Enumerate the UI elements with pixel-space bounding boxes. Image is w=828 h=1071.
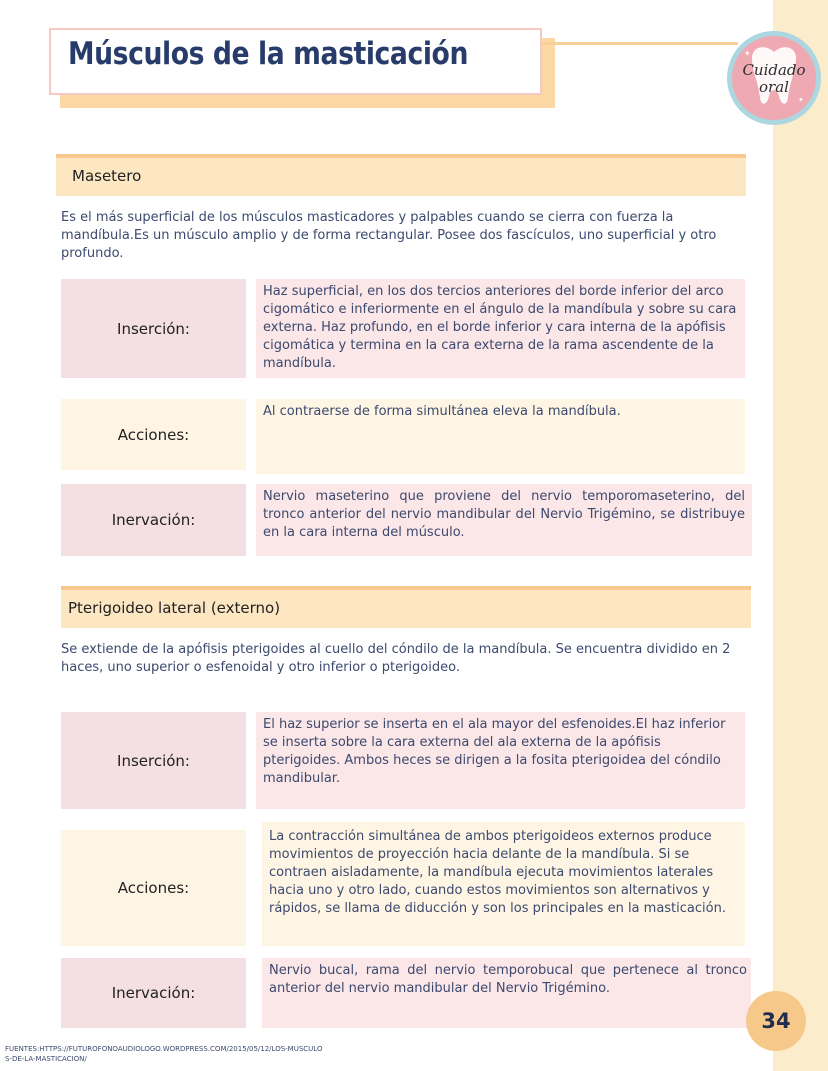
row-content-insercion: El haz superior se inserta en el ala mayor del esfenoides.El haz inferior se inserta sobre la cara externa del ala externa de la apófisis pterigoides. Ambos heces se dirigen a la fosita pterigoidea del cóndilo mandibular.	[256, 712, 745, 809]
svg-text:✦: ✦	[798, 96, 804, 104]
source-footer: FUENTES:HTTPS://FUTUROFONOAUDIOLOGO.WORDPRESS.COM/2015/05/12/LOS-MUSCULOS-DE-LA-MASTICACION/	[5, 1045, 323, 1063]
side-strip	[773, 0, 828, 1071]
logo-text-line2: oral	[759, 78, 789, 96]
row-label-inervacion: Inervación:	[61, 484, 246, 556]
row-label-insercion: Inserción:	[61, 279, 246, 378]
title-box	[49, 28, 542, 95]
row-label-inervacion: Inervación:	[61, 958, 246, 1028]
row-content-acciones: Al contraerse de forma simultánea eleva la mandíbula.	[256, 399, 745, 474]
section-heading-text: Pterigoideo lateral (externo)	[68, 599, 281, 617]
section-description: Se extiende de la apófisis pterigoides al cuello del cóndilo de la mandíbula. Se encuentra dividido en 2 haces, uno superior o esfenoidal y otro inferior o pterigoideo.	[61, 642, 731, 675]
page-title: Músculos de la masticación	[68, 36, 468, 72]
logo-text-line1: Cuidado	[742, 61, 806, 79]
row-label-acciones: Acciones:	[61, 399, 246, 470]
row-content-insercion: Haz superficial, en los dos tercios anteriores del borde inferior del arco cigomático e inferiormente en el ángulo de la mandíbula y sobre su cara externa. Haz profundo, en el borde inferior y cara interna de la apófisis cigomática y termina en la cara externa de la rama ascendente de la mandíbula.	[256, 279, 745, 378]
row-content-inervacion: Nervio maseterino que proviene del nervio temporomaseterino, del tronco anterior del nervio mandibular del Nervio Trigémino, se distribuye en la cara interna del músculo.	[256, 484, 752, 556]
row-label-insercion: Inserción:	[61, 712, 246, 809]
svg-text:✦: ✦	[744, 49, 751, 58]
page-number: 34	[746, 991, 806, 1051]
cuidado-oral-logo	[727, 31, 821, 125]
section-heading-pterigoideo	[61, 586, 751, 628]
section-description: Es el más superficial de los músculos masticadores y palpables cuando se cierra con fuerza la mandíbula.Es un músculo amplio y de forma rectangular. Posee dos fascículos, uno superficial y otro profundo.	[61, 210, 717, 261]
row-content-acciones: La contracción simultánea de ambos pterigoideos externos produce movimientos de proyección hacia delante de la mandíbula. Si se contraen aisladamente, la mandíbula ejecuta movimientos laterales hacia uno y otro lado, cuando estos movimientos son alternativos y rápidos, se llama de diducción y son los principales en la masticación.	[262, 822, 745, 946]
section-heading-text: Masetero	[72, 167, 142, 185]
row-label-acciones: Acciones:	[61, 830, 246, 946]
title-underline	[542, 42, 738, 45]
section-heading-masetero	[56, 154, 746, 196]
row-content-inervacion: Nervio bucal, rama del nervio temporobucal que pertenece al tronco anterior del nervio mandibular del Nervio Trigémino.	[262, 958, 751, 1028]
